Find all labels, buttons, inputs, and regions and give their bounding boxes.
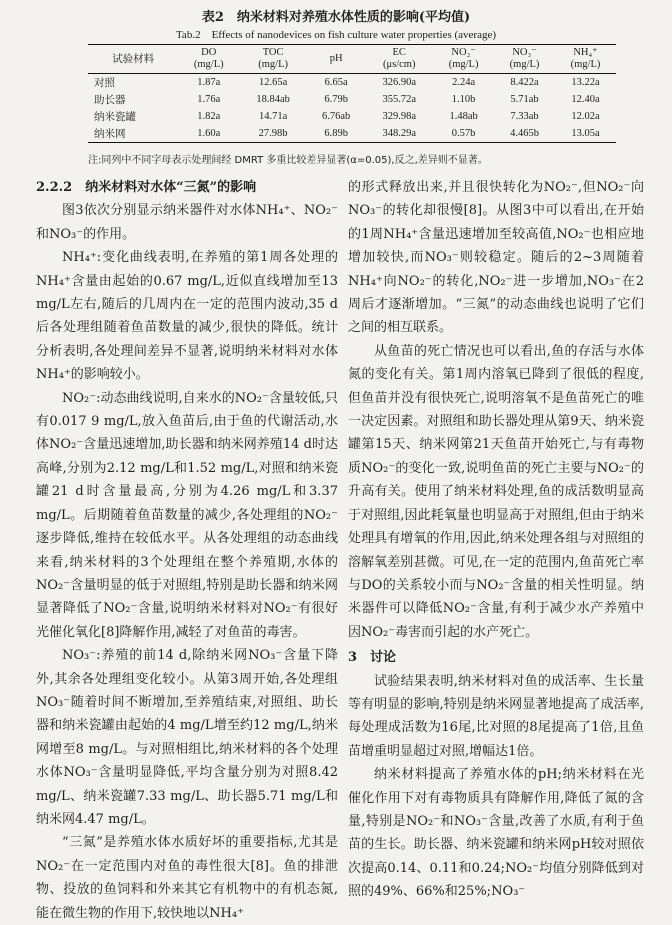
section-heading: 2.2.2 纳米材料对水体“三氮”的影响 xyxy=(36,180,257,195)
paragraph-continued: 的形式释放出来,并且很快转化为NO₂⁻,但NO₂⁻向NO₃⁻的转化却很慢[8]。从图3中可以看出,在开始的1周NH₄⁺含量迅速增加至较高值,NO₂⁻也相应地增加较快,而NO₃⁻则较稳定。随后的2~3周随着NH₄⁺向NO₂⁻的转化,NO₂⁻进一步增加,NO₃⁻在2周后才逐渐增加。“三氮”的动态曲线也说明了它们之间的相互联系。 xyxy=(348,180,644,336)
table-cell: 1.87a xyxy=(197,77,221,88)
table-cell: 6.79b xyxy=(324,94,348,105)
table-caption-cn: 表2 纳米材料对养殖水体性质的影响(平均值) xyxy=(201,10,471,25)
paragraph: NO₂⁻:动态曲线说明,自来水的NO₂⁻含量较低,只有0.017 9 mg/L,放入鱼苗后,由于鱼的代谢活动,水体NO₂⁻含量迅速增加,助长器和纳米网养殖14 d时达高峰,分别为2.12 mg/L和1.52 mg/L,对照和纳米瓷罐21 d时含量最高,分别为4.26 mg/L和3.37 mg/L。后期随着鱼苗数量的减少,各处理组的NO₂⁻逐步降低,维持在较低水平。从各处理组的动态曲线来看,纳米材料的3个处理组在整个养殖期,水体的NO₂⁻含量明显的低于对照组,特别是助长器和纳米网显著降低了NO₂⁻含量,说明纳米材料对NO₂⁻有很好光催化氧化[8]降解作用,减轻了对鱼苗的毒害。 xyxy=(36,390,338,640)
table-cell: 27.98b xyxy=(239,125,307,143)
table-cell: 329.98a xyxy=(382,111,416,122)
table-cell: 12.02a xyxy=(571,111,600,122)
table-cell: 18.84ab xyxy=(256,94,290,105)
table-cell: 1.76a xyxy=(197,94,221,105)
table-header-cell: NO₃⁻ (mg/L) xyxy=(494,45,555,74)
table-cell: 6.76ab xyxy=(322,111,351,122)
table-cell: 1.82a xyxy=(197,111,221,122)
row-label: 对照 xyxy=(94,77,115,89)
left-column xyxy=(36,176,338,925)
paragraph: 纳米材料提高了养殖水体的pH;纳米材料在光催化作用下对有毒物质具有降解作用,降低了氮的含量,特别是NO₂⁻和NO₃⁻含量,改善了水质,有利于鱼苗的生长。助长器、纳米瓷罐和纳米网pH较对照依次提高0.14、0.11和0.24;NO₂⁻均值分别降低到对照的49%、66%和25%;NO₃⁻ xyxy=(348,767,644,900)
row-label: 纳米网 xyxy=(88,125,178,143)
table-header-cell: 试验材料 xyxy=(88,45,178,74)
data-table xyxy=(88,44,616,143)
paragraph: 从鱼苗的死亡情况也可以看出,鱼的存活与水体氮的变化有关。第1周内溶氧已降到了很低的程度,但鱼苗并没有很快死亡,说明溶氧不是鱼苗死亡的唯一决定因素。对照组和助长器处理从第9天、纳米瓷罐第15天、纳米网第21天鱼苗开始死亡,与有毒物质NO₂⁻的变化一致,说明鱼苗的死亡主要与NO₂⁻的升高有关。使用了纳米材料处理,鱼的成活数明显高于对照组,因此耗氧量也明显高于对照组,但由于纳米处理具有增氧的作用,因此,纳米处理各组与对照组的溶解氧差别甚微。可见,在一定的范围内,鱼苗死亡率与DO的关系较小而与NO₂⁻含量的相关性明显。纳米器件可以降低NO₂⁻含量,有利于减少水产养殖中因NO₂⁻毒害而引起的水产死亡。 xyxy=(348,343,644,640)
table-caption-en: Tab.2 Effects of nanodevices on fish culture water properties (average) xyxy=(175,29,497,41)
table-cell: 12.65a xyxy=(258,77,288,88)
table-header-cell: NH₄⁺ (mg/L) xyxy=(555,45,616,74)
table-cell: 5.71ab xyxy=(510,94,539,105)
table-row xyxy=(88,91,616,108)
paragraph: 试验结果表明,纳米材料对鱼的成活率、生长量等有明显的影响,特别是纳米网显著地提高了成活率,每处理成活数为16尾,比对照的8尾提高了1倍,且鱼苗增重明显超过对照,增幅达1倍。 xyxy=(348,673,644,759)
table-note: 注:同列中不同字母表示处理间经 DMRT 多重比较差异显著(α=0.05),反之,差异则不显著。 xyxy=(88,155,488,166)
table-cell: 326.90a xyxy=(382,77,416,88)
table-cell: 13.05a xyxy=(555,125,616,143)
table-header-cell: TOC (mg/L) xyxy=(239,45,307,74)
row-label: 纳米瓷罐 xyxy=(94,111,136,123)
paragraph: “三氮”是养殖水体水质好坏的重要指标,尤其是NO₂⁻在一定范围内对鱼的毒性很大[8]。鱼的排泄物、投放的鱼饲料和外来其它有机物中的有机态氮,能在微生物的作用下,较快地以NH₄⁺ xyxy=(36,835,338,921)
table-cell: 1.48ab xyxy=(449,111,478,122)
table-cell: 0.57b xyxy=(433,125,494,143)
table-cell: 1.10b xyxy=(451,94,476,105)
paragraph: NH₄⁺:变化曲线表明,在养殖的第1周各处理的NH₄⁺含量由起始的0.67 mg/L,近似直线增加至13 mg/L左右,随后的几周内在一定的范围内波动,35 d后各处理组随着鱼苗数量的减少,很快的降低。统计分析表明,各处理间差异不显著,说明纳米材料对水体NH₄⁺的影响较小。 xyxy=(36,250,338,383)
table-header-cell: NO₂⁻ (mg/L) xyxy=(433,45,494,74)
table-cell: 7.33ab xyxy=(510,111,539,122)
table-cell: 14.71a xyxy=(258,111,288,122)
table-cell: 355.72a xyxy=(382,94,416,105)
table-header-cell: pH xyxy=(307,45,365,74)
table-row xyxy=(88,74,616,92)
table-cell: 8.422a xyxy=(510,77,539,88)
table-cell: 12.40a xyxy=(571,94,600,105)
table-cell: 6.89b xyxy=(307,125,365,143)
section-heading: 3 讨论 xyxy=(348,650,397,666)
table-cell: 1.60a xyxy=(178,125,239,143)
right-column xyxy=(348,176,644,904)
paragraph: 图3依次分别显示纳米器件对水体NH₄⁺、NO₂⁻和NO₃⁻的作用。 xyxy=(36,203,338,242)
table-header-cell: EC (μs/cm) xyxy=(365,45,433,74)
table-row xyxy=(88,125,616,143)
paragraph: NO₃⁻:养殖的前14 d,除纳米网NO₃⁻含量下降外,其余各处理组变化较小。从第3周开始,各处理组NO₃⁻随着时间不断增加,至养殖结束,对照组、助长器和纳米瓷罐由起始的4 mg/L增至约12 mg/L,纳米网增至8 mg/L。与对照相组比,纳米材料的各个处理水体NO₃⁻含量明显降低,平均含量分别为对照8.42 mg/L、纳米瓷罐7.33 mg/L、助长器5.71 mg/L和纳米网4.47 mg/L。 xyxy=(36,648,338,827)
table-row xyxy=(88,108,616,125)
table-cell: 348.29a xyxy=(365,125,433,143)
table-cell: 6.65a xyxy=(324,77,348,88)
table-cell: 4.465b xyxy=(494,125,555,143)
table-cell: 2.24a xyxy=(452,77,476,88)
table-header-cell: DO (mg/L) xyxy=(178,45,239,74)
row-label: 助长器 xyxy=(94,94,126,106)
table-header-row xyxy=(88,45,616,74)
table-cell: 13.22a xyxy=(571,77,600,88)
